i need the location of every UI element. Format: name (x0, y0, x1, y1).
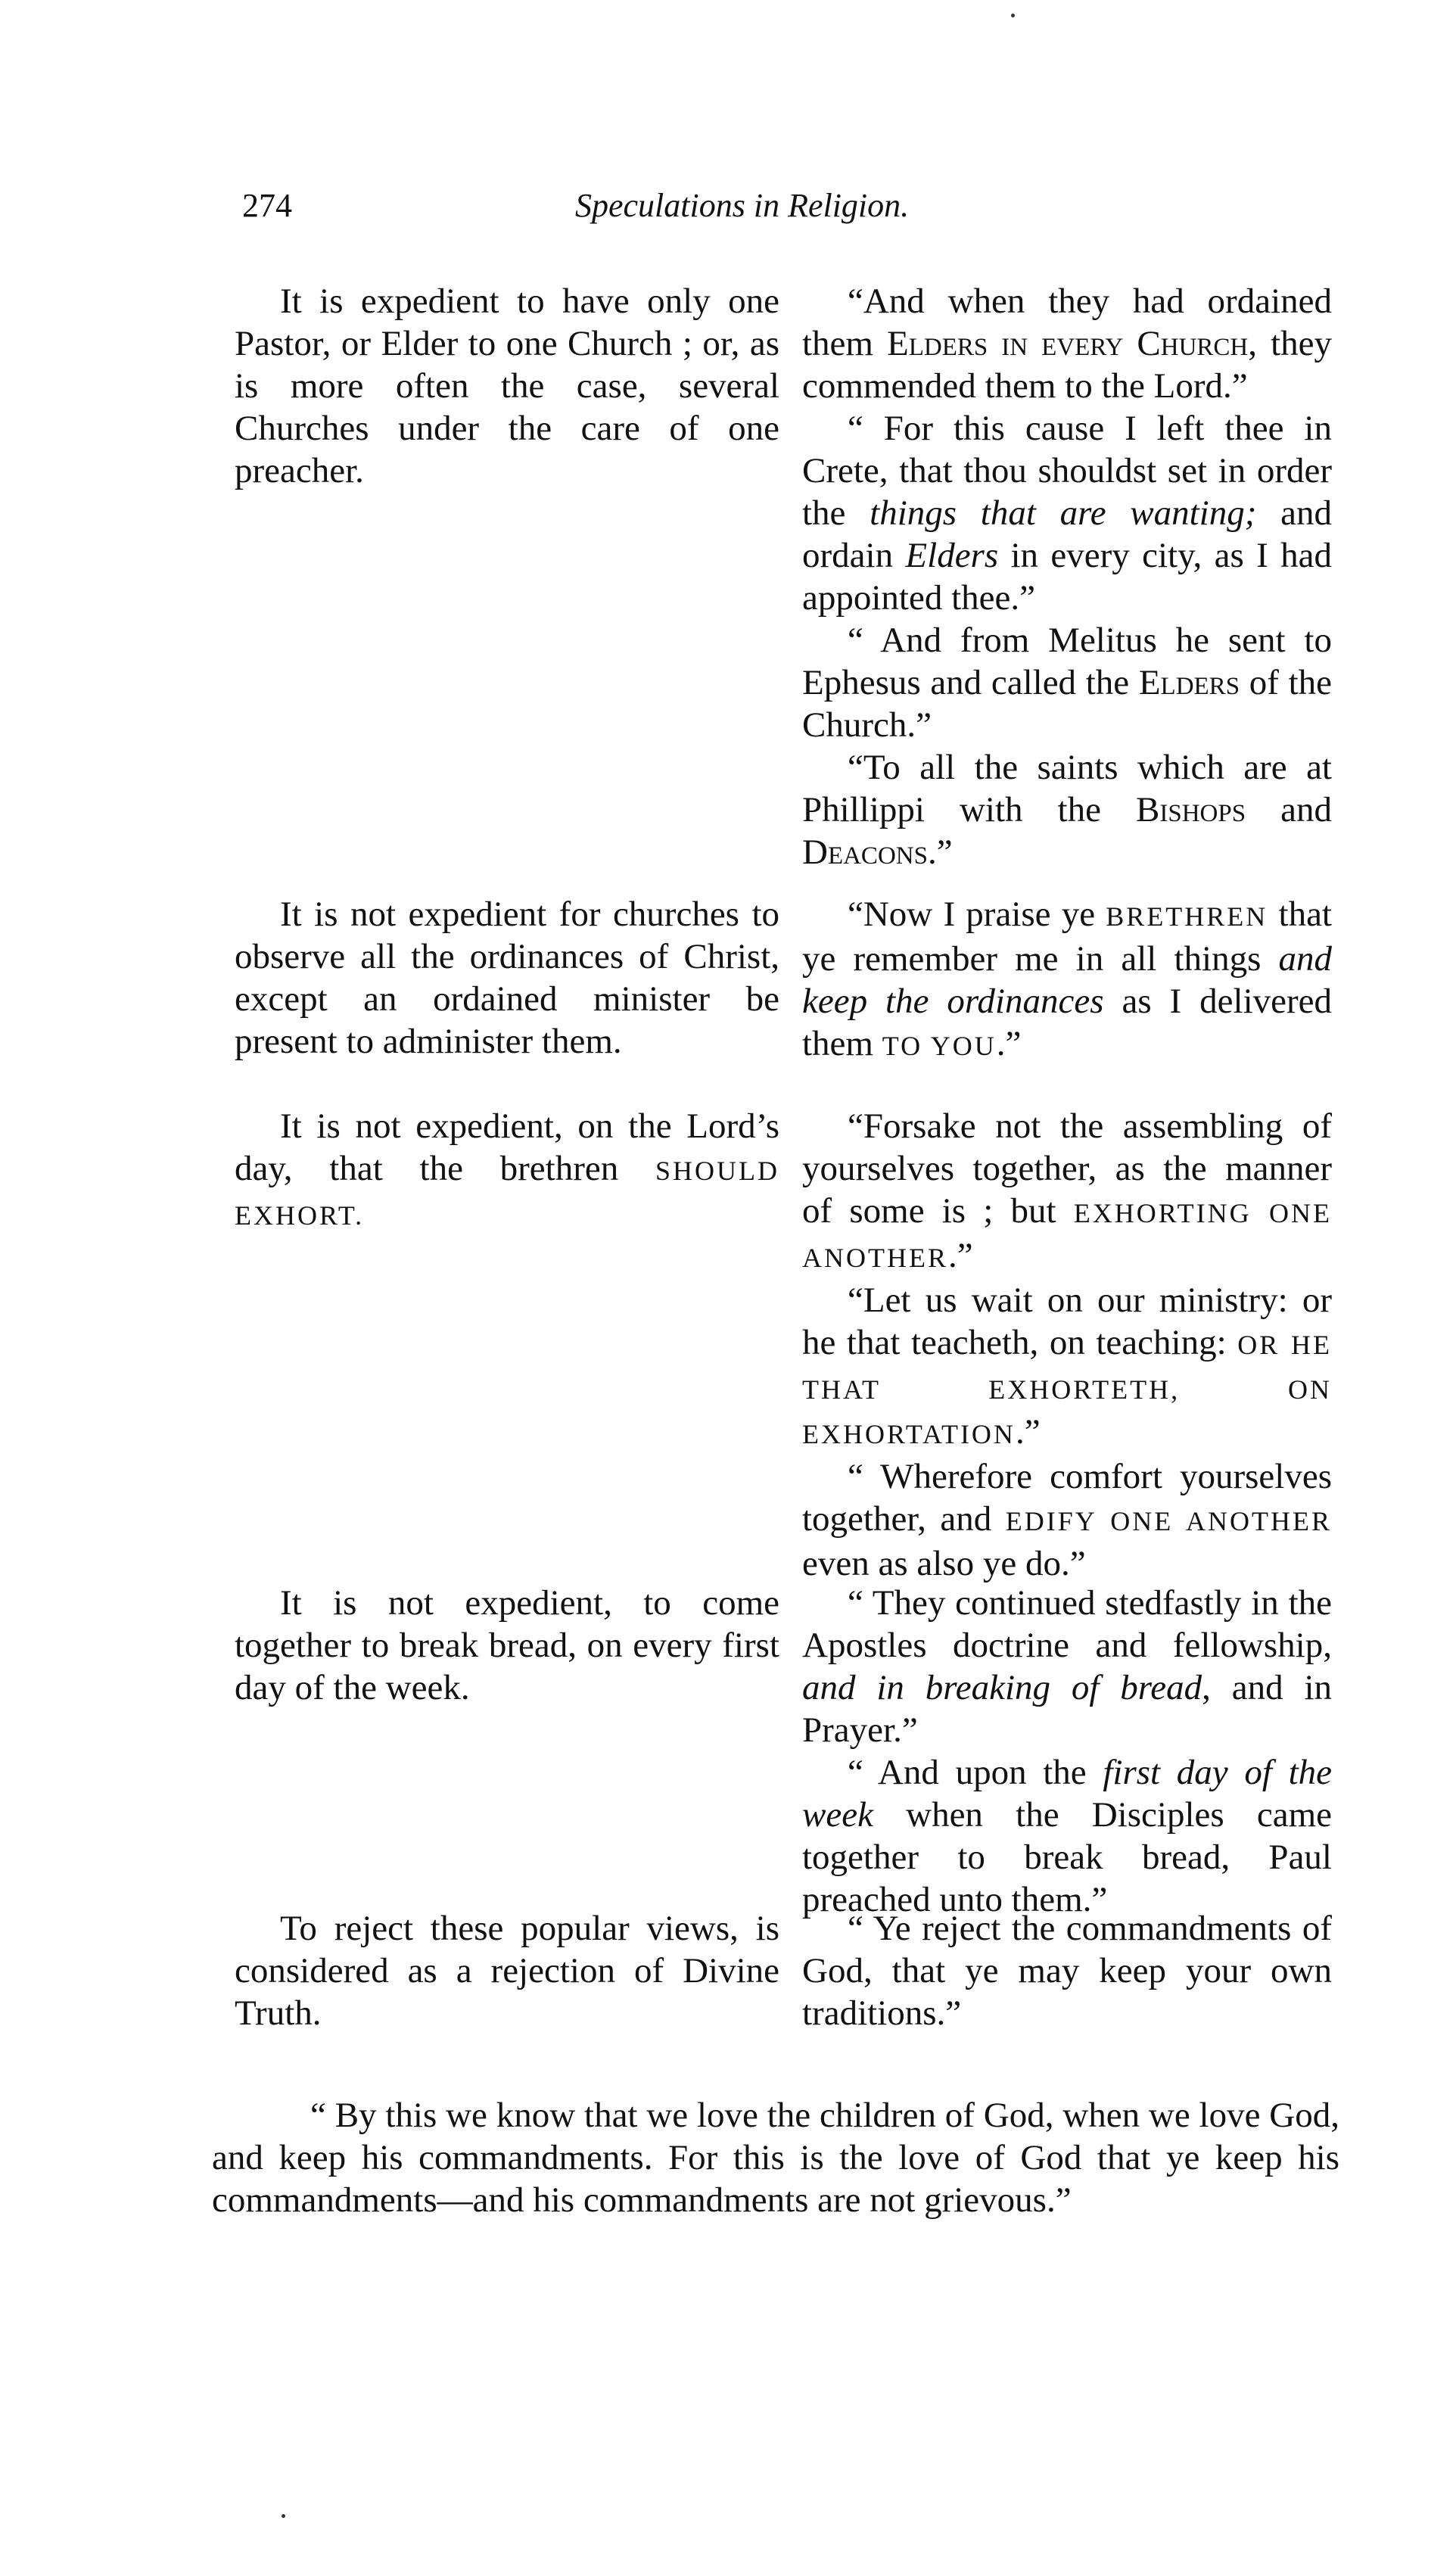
italic-text: and in breaking of bread (802, 1668, 1202, 1707)
italic-text: and keep the ordinances (802, 939, 1332, 1021)
paragraph: “To all the saints which are at Phillippi with the Bishops and Deacons.” (802, 748, 1332, 872)
right-block-4 (802, 1582, 1332, 1921)
right-block-2 (802, 893, 1332, 1067)
paragraph: “ Wherefore comfort yourselves together, and EDIFY ONE ANOTHER even as also ye do.” (802, 1457, 1332, 1583)
caps-text: BRETHREN (1106, 901, 1268, 932)
small-caps-text: Bishops (1136, 790, 1246, 829)
right-block-1 (802, 280, 1332, 873)
italic-text: Elders (905, 536, 999, 575)
print-speck (1011, 14, 1015, 17)
paragraph: “ And upon the first day of the week when the Disciples came together to break bread, Paul preached unto them.” (802, 1753, 1332, 1919)
paragraph: It is not expedient, on the Lord’s day, that the brethren SHOULD EXHORT. (235, 1106, 779, 1231)
left-block-1 (235, 280, 779, 492)
paragraph: “ And from Melitus he sent to Ephesus and called the Elders of the Church.” (802, 621, 1332, 745)
left-block-3 (235, 1105, 779, 1237)
page-header (242, 186, 1339, 239)
paragraph: “ For this cause I left thee in Crete, that thou shouldst set in order the things that are wanting; and ordain Elders in every city, as I had appointed thee.” (802, 409, 1332, 618)
left-paragraph: It is not expedient, to come together to break bread, on every first day of the week. (235, 1583, 779, 1707)
left-paragraph: To reject these popular views, is considered as a rejection of Divine Truth. (235, 1909, 779, 2033)
left-block-5 (235, 1907, 779, 2034)
caps-text: OR HE THAT EXHORTETH, ON EXHORTATION (802, 1330, 1333, 1449)
small-caps-text: Elders (1138, 663, 1240, 702)
paragraph: “Forsake not the assembling of yourselves together, as the manner of some is ; but EXHORTING ONE ANOTHER.” (802, 1106, 1332, 1275)
left-block-4 (235, 1582, 779, 1709)
left-block-2 (235, 893, 779, 1063)
small-caps-text: Elders in every Church (887, 324, 1249, 363)
caps-text: TO YOU (882, 1031, 997, 1061)
page-number: 274 (242, 187, 292, 224)
right-block-5 (802, 1907, 1332, 2034)
caps-text: SHOULD EXHORT. (235, 1156, 779, 1231)
paragraph: “ Ye reject the commandments of God, that ye may keep your own traditions.” (802, 1909, 1332, 2033)
italic-text: first day of the week (802, 1753, 1332, 1835)
paragraph: “And when they had ordained them Elders in every Church, they commended them to the Lord.” (802, 282, 1332, 406)
running-title: Speculations in Religion. (575, 187, 910, 224)
left-paragraph: It is not expedient for churches to observe all the ordinances of Christ, except an ordained minister be present to administer them. (235, 895, 779, 1061)
italic-text: things that are wanting; (870, 493, 1257, 533)
small-caps-text: Deacons (802, 833, 928, 872)
caps-text: EDIFY ONE ANOTHER (1005, 1506, 1332, 1536)
closing-quotation: “ By this we know that we love the children of God, when we love God, and keep his commandments. For this is the love of God that ye keep his commandments—and his commandments are not grievous.” (212, 2096, 1339, 2220)
paragraph: “Now I praise ye BRETHREN that ye remember me in all things and keep the ordinances as I delivered them TO YOU.” (802, 895, 1332, 1063)
paragraph: “ They continued stedfastly in the Apostles doctrine and fellowship, and in breaking of bread, and in Prayer.” (802, 1583, 1332, 1750)
paragraph: “Let us wait on our ministry: or he that teacheth, on teaching: OR HE THAT EXHORTETH, ON EXHORTATION.” (802, 1281, 1333, 1452)
caps-text: EXHORTING ONE ANOTHER (802, 1198, 1332, 1273)
right-block-3 (802, 1105, 1332, 1585)
print-speck (282, 2514, 285, 2518)
left-paragraph: It is expedient to have only one Pastor, or Elder to one Church ; or, as is more often the case, several Churches under the care of one preacher. (235, 282, 779, 490)
